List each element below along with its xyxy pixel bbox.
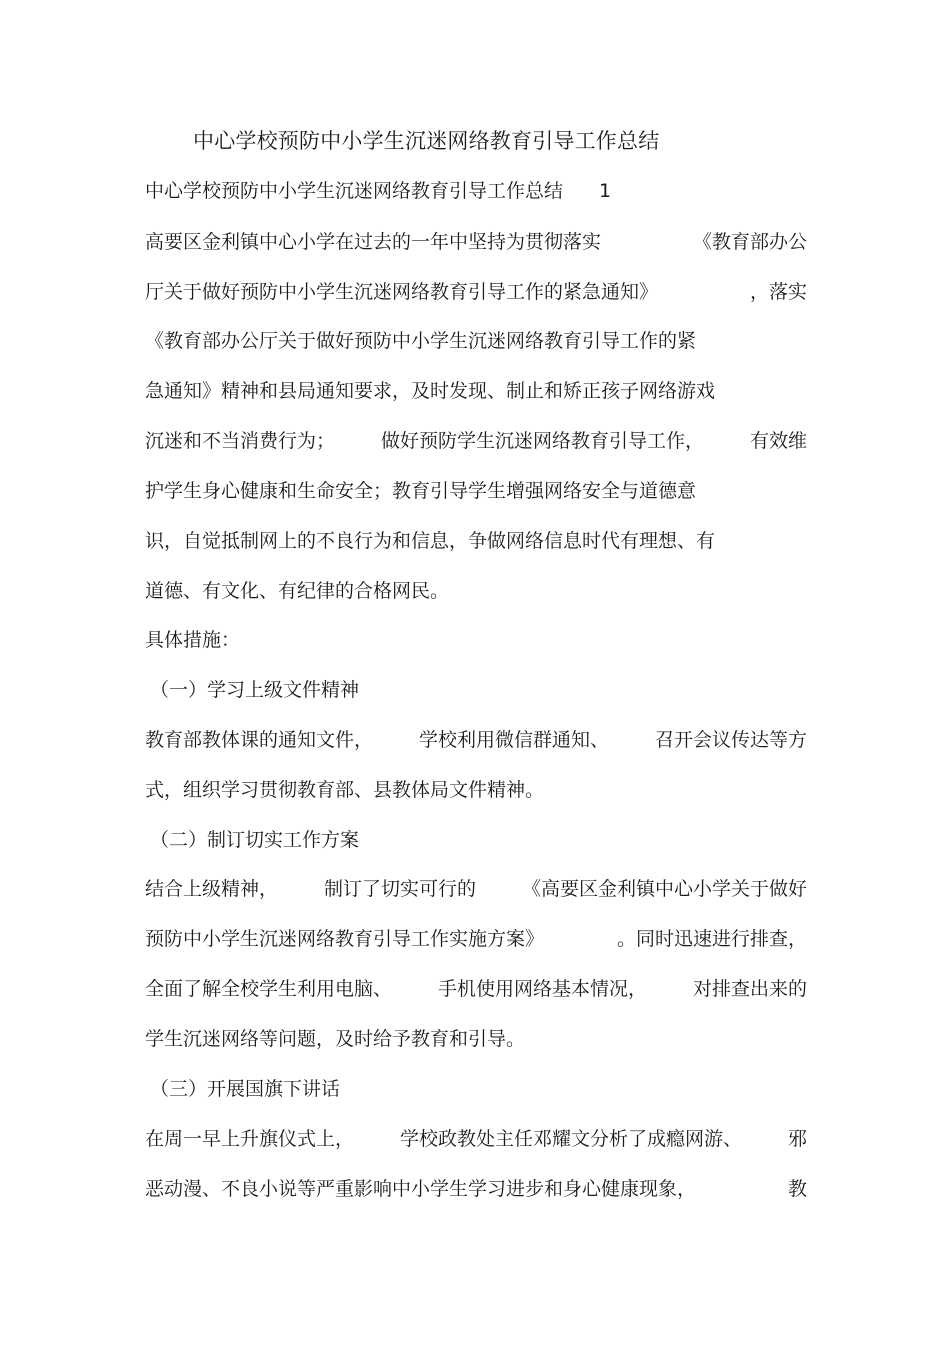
paragraph-line: 识，自觉抵制网上的不良行为和信息，争做网络信息时代有理想、有 — [145, 530, 716, 552]
text-segment: 在周一早上升旗仪式上， — [145, 1128, 355, 1150]
paragraph-line — [145, 229, 807, 255]
subtitle-text: 中心学校预防中小学生沉迷网络教育引导工作总结 — [145, 180, 564, 202]
paragraph-line: 急通知》精神和县局通知要求，及时发现、制止和矫正孩子网络游戏 — [145, 380, 716, 402]
paragraph-line — [145, 1126, 807, 1152]
text-segment: 有效维 — [749, 430, 807, 452]
paragraph-line — [145, 976, 807, 1002]
text-segment: 召开会议传达等方 — [654, 729, 807, 751]
text-segment: 教 — [787, 1178, 807, 1200]
paragraph-line — [145, 1176, 807, 1202]
section-heading: （一）学习上级文件精神 — [150, 679, 360, 701]
text-segment: 沉迷和不当消费行为； — [145, 430, 336, 452]
text-segment: 《高要区金利镇中心小学关于做好 — [521, 878, 807, 900]
measures-label: 具体措施： — [145, 629, 241, 651]
document-title: 中心学校预防中小学生沉迷网络教育引导工作总结 — [193, 129, 660, 153]
paragraph-line: 护学生身心健康和生命安全；教育引导学生增强网络安全与道德意 — [145, 480, 697, 502]
paragraph-line — [145, 926, 807, 952]
paragraph-line: 《教育部办公厅关于做好预防中小学生沉迷网络教育引导工作的紧 — [145, 330, 697, 352]
section-heading: （三）开展国旗下讲话 — [150, 1078, 341, 1100]
text-segment: 教育部教体课的通知文件， — [145, 729, 374, 751]
text-segment: 。同时迅速进行排查， — [616, 928, 807, 950]
text-segment: 高要区金利镇中心小学在过去的一年中坚持为贯彻落实 — [145, 231, 602, 253]
paragraph-line — [145, 428, 807, 454]
text-segment: 结合上级精神， — [145, 878, 279, 900]
subtitle-number: 1 — [599, 180, 612, 202]
paragraph-line: 学生沉迷网络等问题，及时给予教育和引导。 — [145, 1028, 526, 1050]
paragraph-line — [145, 876, 807, 902]
text-segment: 厅关于做好预防中小学生沉迷网络教育引导工作的紧急通知》 — [145, 281, 659, 303]
text-segment: 对排查出来的 — [692, 978, 807, 1000]
text-segment: 《教育部办公 — [692, 231, 807, 253]
text-segment: 手机使用网络基本情况， — [437, 978, 647, 1000]
paragraph-line — [145, 727, 807, 753]
text-segment: 恶动漫、不良小说等严重影响中小学生学习进步和身心健康现象， — [145, 1178, 697, 1200]
text-segment: 学校政教处主任邓耀文分析了成瘾网游、 — [399, 1128, 742, 1150]
paragraph-line — [145, 279, 807, 305]
text-segment: 预防中小学生沉迷网络教育引导工作实施方案》 — [145, 928, 545, 950]
text-segment: 邪 — [787, 1128, 807, 1150]
paragraph-line: 式，组织学习贯彻教育部、县教体局文件精神。 — [145, 779, 545, 801]
text-segment: 学校利用微信群通知、 — [418, 729, 609, 751]
text-segment: 全面了解全校学生利用电脑、 — [145, 978, 393, 1000]
text-segment: 制订了切实可行的 — [323, 878, 476, 900]
document-subtitle — [145, 178, 807, 204]
text-segment: ，落实 — [749, 281, 807, 303]
section-heading: （二）制订切实工作方案 — [150, 829, 360, 851]
paragraph-line: 道德、有文化、有纪律的合格网民。 — [145, 580, 450, 602]
text-segment: 做好预防学生沉迷网络教育引导工作， — [380, 430, 704, 452]
